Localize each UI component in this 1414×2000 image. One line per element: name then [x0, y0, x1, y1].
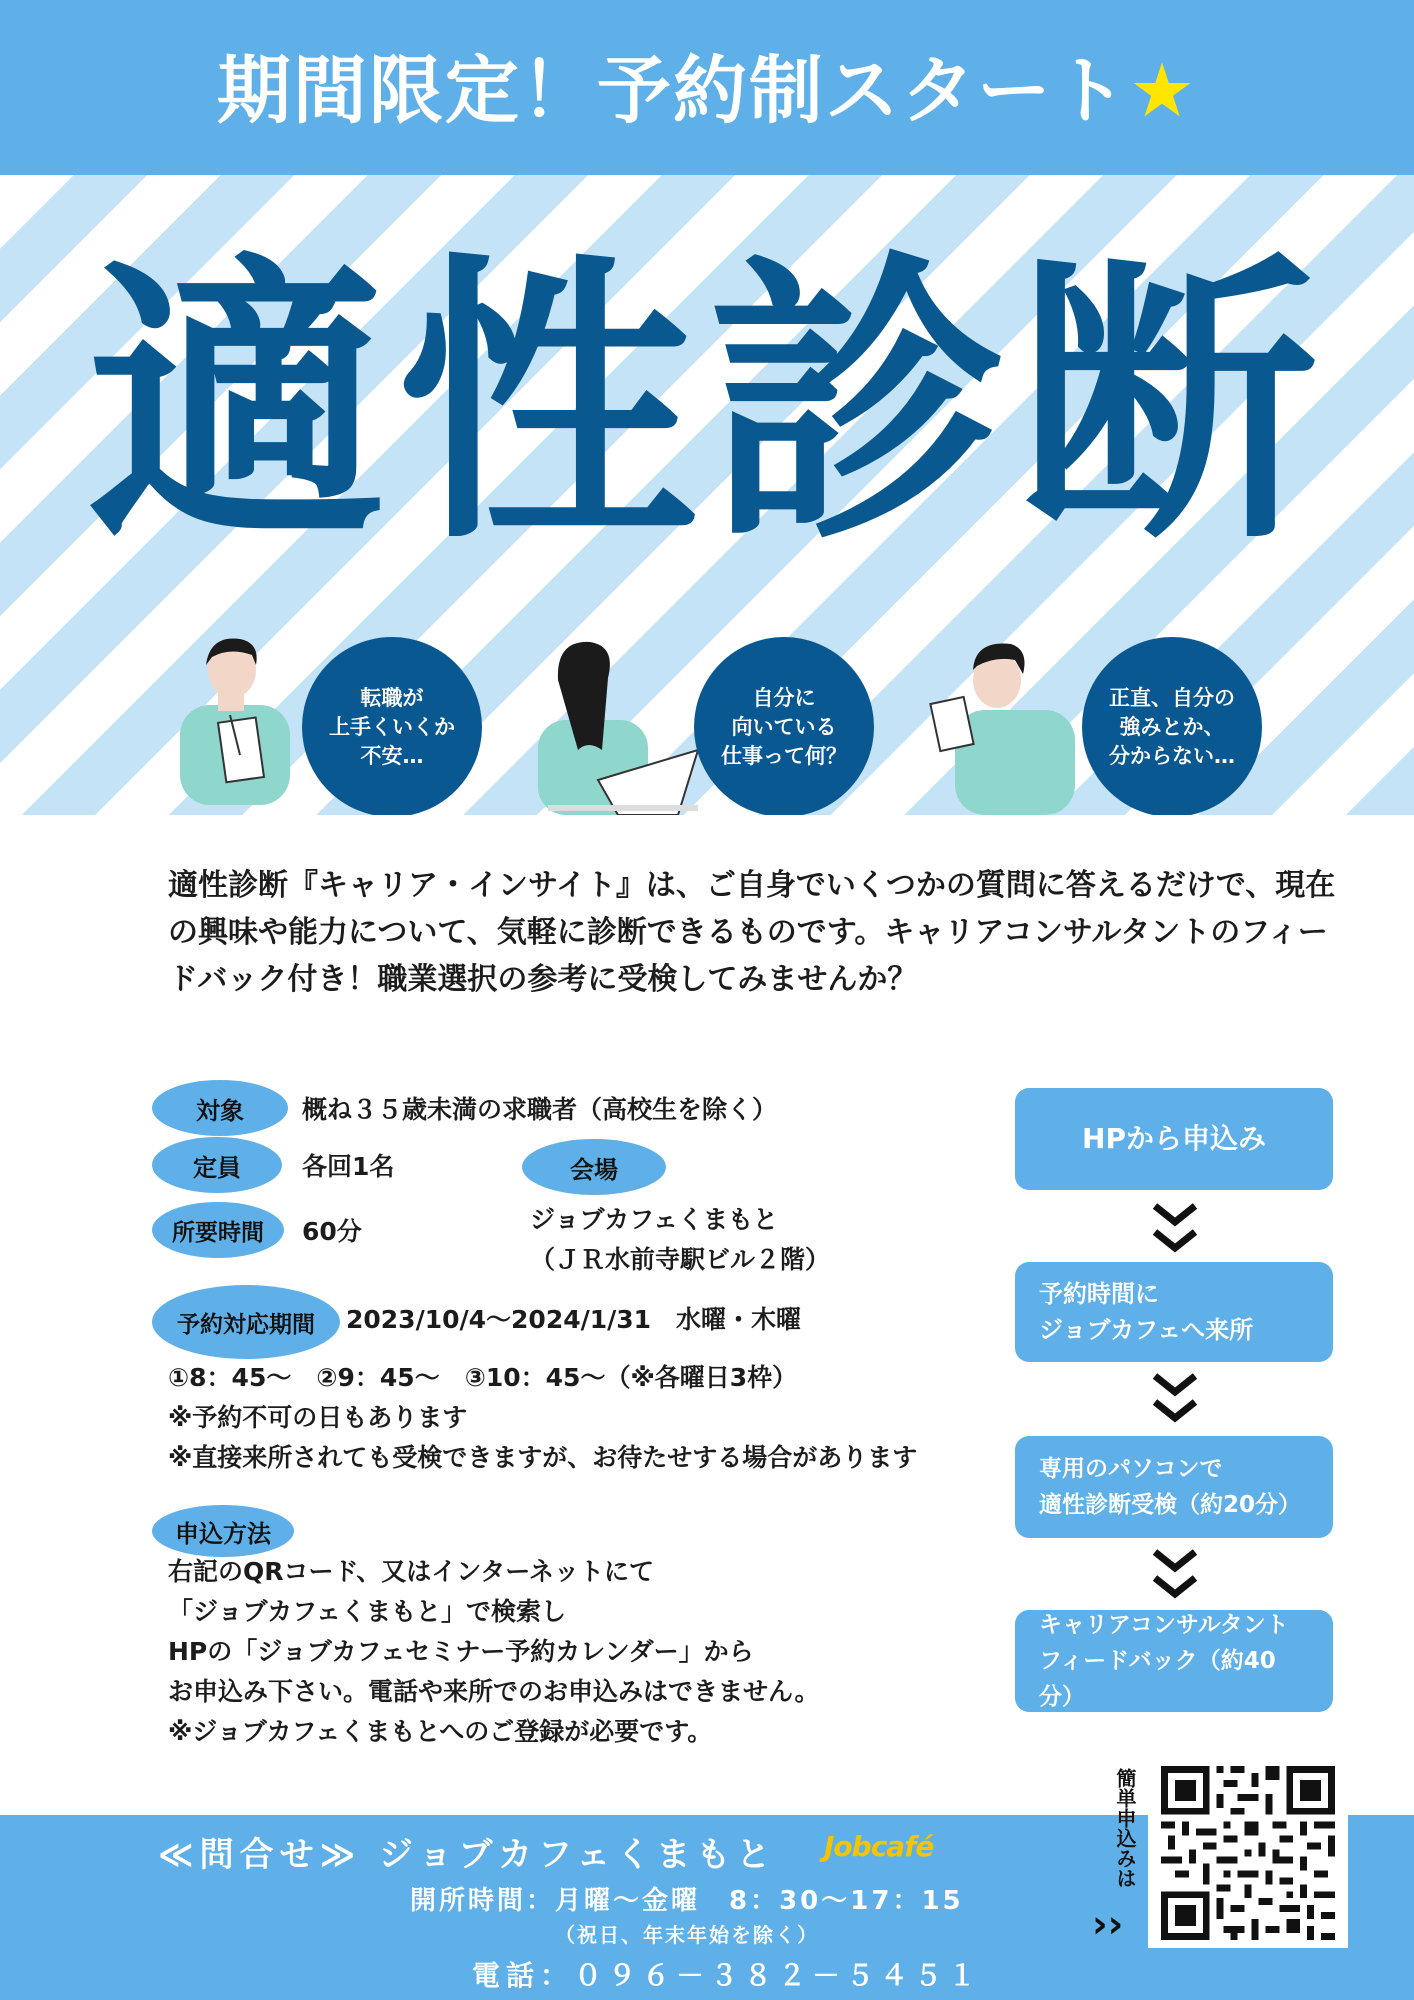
main-title: 適性診断	[87, 230, 1327, 579]
header-title-text: 期間限定！予約制スタート	[216, 48, 1129, 134]
speech-bubble-3: 正直、自分の 強みとか、 分からない…	[1082, 637, 1262, 815]
woman-at-laptop-illustration	[528, 630, 708, 815]
flow-step-3: 専用のパソコンで 適性診断受検（約20分）	[1015, 1436, 1333, 1538]
capacity-value: 各回1名	[302, 1152, 395, 1181]
phone-number: 電話：０９６－３８２－５４５１	[472, 1959, 983, 1992]
jobcafe-logo: Jobcafé	[824, 1830, 934, 1863]
apply-label: 申込方法	[152, 1505, 294, 1557]
venue-value: ジョブカフェくまもと （ＪＲ水前寺駅ビル２階）	[530, 1205, 831, 1274]
flow-step-2: 予約時間に ジョブカフェへ来所	[1015, 1262, 1333, 1362]
duration-label: 所要時間	[152, 1202, 284, 1258]
contact-title: ≪問合せ≫ ジョブカフェくまもと	[158, 1835, 777, 1875]
duration-value: 60分	[302, 1217, 362, 1246]
period-label: 予約対応期間	[152, 1285, 340, 1359]
star-icon: ★	[1128, 48, 1198, 134]
double-chevron-right-icon: ››	[1092, 1902, 1124, 1946]
man-reading-illustration	[925, 630, 1085, 815]
qr-label: 簡単申込みは	[1113, 1768, 1137, 1888]
flow-step-1: HPから申込み	[1015, 1088, 1333, 1190]
period-value: 2023/10/4～2024/1/31 水曜・木曜	[346, 1305, 802, 1334]
capacity-label: 定員	[152, 1137, 282, 1193]
chevron-down-icon	[1145, 1368, 1205, 1428]
hero-section	[0, 175, 1414, 815]
apply-text: 右記のQRコード、又はインターネットにて 「ジョブカフェくまもと」で検索し HPの「ジョブカフェセミナー予約カレンダー」から お申込み下さい。電話や来所でのお申込みはできません。 ※ジョブカフェくまもとへのご登録が必要です。	[168, 1557, 820, 1746]
header-title	[0, 32, 1414, 138]
target-value: 概ね３５歳未満の求職者（高校生を除く）	[302, 1095, 778, 1124]
chevron-down-icon	[1145, 1198, 1205, 1258]
flow-step-4: キャリアコンサルタント フィードバック（約40分）	[1015, 1610, 1333, 1712]
target-label: 対象	[152, 1080, 288, 1136]
speech-bubble-1: 転職が 上手くいくか 不安…	[302, 637, 482, 815]
qr-code[interactable]	[1148, 1758, 1348, 1948]
chevron-down-icon	[1145, 1544, 1205, 1604]
qr-code-image	[1156, 1766, 1340, 1940]
man-with-papers-illustration	[160, 625, 310, 805]
venue-label: 会場	[522, 1139, 666, 1195]
schedule-notes: ①8：45～ ②9：45～ ③10：45～（※各曜日3枠） ※予約不可の日もあります ※直接来所されても受検できますが、お待たせする場合があります	[168, 1363, 918, 1472]
opening-hours: 開所時間：月曜～金曜 8：30～17：15	[410, 1886, 964, 1916]
speech-bubble-2: 自分に 向いている 仕事って何？	[694, 637, 874, 815]
hours-note: （祝日、年末年始を除く）	[555, 1923, 819, 1947]
intro-paragraph: 適性診断『キャリア・インサイト』は、ご自身でいくつかの質問に答えるだけで、現在の興味や能力について、気軽に診断できるものです。キャリアコンサルタントのフィードバック付き！職業選択の参考に受検してみませんか？	[168, 868, 1336, 997]
